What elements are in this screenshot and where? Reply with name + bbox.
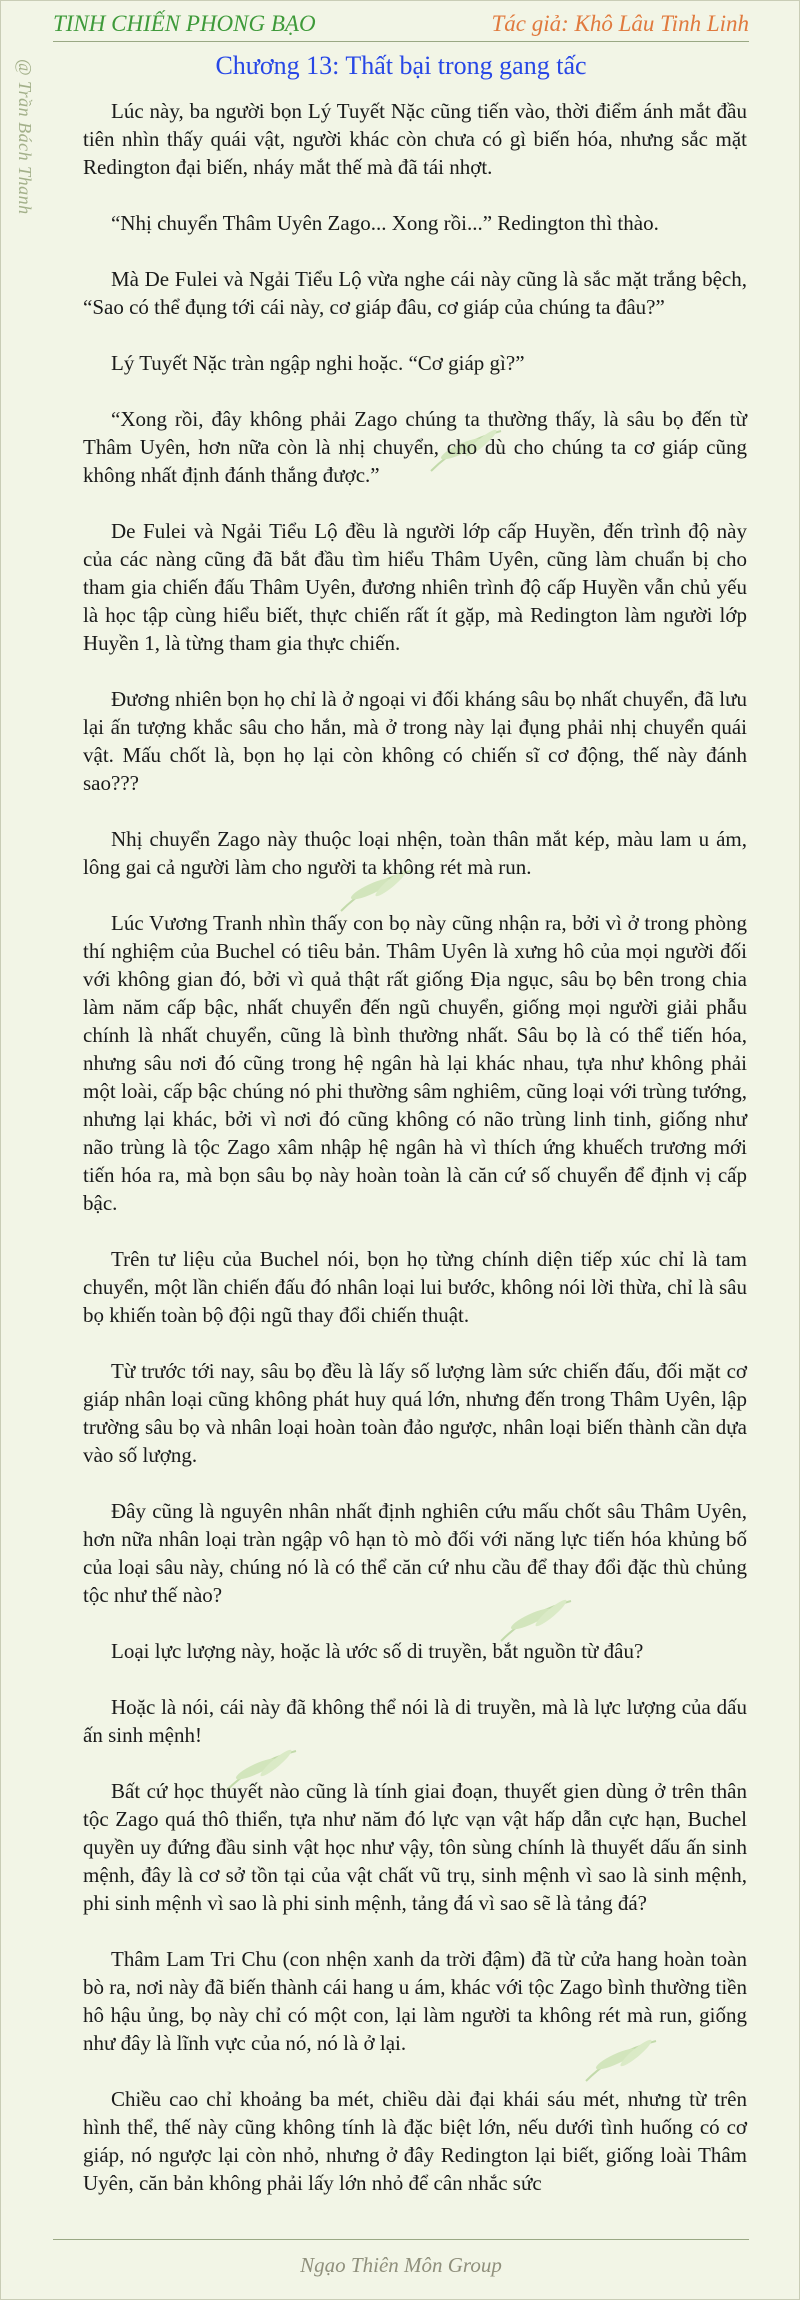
page-header <box>53 9 749 42</box>
paragraph: Lúc Vương Tranh nhìn thấy con bọ này cũng nhận ra, bởi vì ở trong phòng thí nghiệm của Buchel có tiêu bản. Thâm Uyên là xưng hô của mọi người đối với không gian đó, bởi vì quả thật rất giống Địa ngục, sâu bọ bên trong chia làm năm cấp bậc, nhất chuyển đến ngũ chuyển, giống mọi người giải phẫu chính là nhất chuyển, cũng là bình thường nhất. Sâu bọ là có thể tiến hóa, nhưng sâu nơi đó cũng trong hệ ngân hà lại khác nhau, tựa như không phải một loài, cấp bậc chúng nó phi thường sâm nghiêm, cũng loại với trùng tướng, nhưng lại khác, bởi vì nơi đó cũng không có não trùng linh tinh, giống như não trùng là tộc Zago xâm nhập hệ ngân hà vì thích ứng khuếch trương mới tiến hóa ra, mà bọn sâu bọ này hoàn toàn là căn cứ số chuyển để định vị cấp bậc. <box>83 911 747 1215</box>
chapter-body <box>83 97 747 2225</box>
paragraph: Hoặc là nói, cái này đã không thể nói là di truyền, mà là lực lượng của dấu ấn sinh mệnh! <box>83 1695 747 1747</box>
paragraph: De Fulei và Ngải Tiểu Lộ đều là người lớp cấp Huyền, đến trình độ này của các nàng cũng đã bắt đầu tìm hiểu Thâm Uyên, cũng làm chuẩn bị cho tham gia chiến đấu Thâm Uyên, đương nhiên trình độ cấp Huyền vẫn chủ yếu là học tập cùng hiểu biết, thực chiến rất ít gặp, mà Redington làm người lớp Huyền 1, là từng tham gia thực chiến. <box>83 519 747 655</box>
paragraph: Từ trước tới nay, sâu bọ đều là lấy số lượng làm sức chiến đấu, đối mặt cơ giáp nhân loại cũng không phát huy quá lớn, nhưng đến trong Thâm Uyên, lập trường sâu bọ và nhân loại hoàn toàn đảo ngược, nhân loại biến thành cần dựa vào số lượng. <box>83 1359 747 1467</box>
paragraph: Thâm Lam Tri Chu (con nhện xanh da trời đậm) đã từ cửa hang hoàn toàn bò ra, nơi này đã biến thành cái hang u ám, khác với tộc Zago bình thường tiền hô hậu ủng, bọ này chỉ có một con, lại làm người ta không rét mà run, giống như đây là lĩnh vực của nó, nó là ở lại. <box>83 1947 747 2055</box>
paragraph: “Nhị chuyển Thâm Uyên Zago... Xong rồi...” Redington thì thào. <box>111 211 659 235</box>
paragraph: Bất cứ học thuyết nào cũng là tính giai đoạn, thuyết gien dùng ở trên thân tộc Zago quá thô thiển, tựa như năm đó lực vạn vật hấp dẫn cực hạn, Buchel quyền uy đứng đầu sinh vật học như vậy, tôn sùng chính là thuyết dấu ấn sinh mệnh, đây là cơ sở tồn tại của vật chất vũ trụ, sinh mệnh vì sao là sinh mệnh, phi sinh mệnh vì sao là phi sinh mệnh, tảng đá vì sao sẽ là tảng đá? <box>83 1779 747 1915</box>
side-credit: @ Trần Bách Thanh <box>15 59 35 215</box>
footer-credit: Ngạo Thiên Môn Group <box>300 2253 502 2277</box>
paragraph: Lý Tuyết Nặc tràn ngập nghi hoặc. “Cơ giáp gì?” <box>111 351 525 375</box>
paragraph: Mà De Fulei và Ngải Tiểu Lộ vừa nghe cái này cũng là sắc mặt trắng bệch, “Sao có thể đụng tới cái này, cơ giáp đâu, cơ giáp của chúng ta đâu?” <box>83 267 747 319</box>
paragraph: Trên tư liệu của Buchel nói, bọn họ từng chính diện tiếp xúc chỉ là tam chuyển, một lần chiến đấu đó nhân loại lui bước, không nói lời thừa, chỉ là sâu bọ khiến toàn bộ đội ngũ thay đổi chiến thuật. <box>83 1247 747 1327</box>
paragraph: Chiều cao chỉ khoảng ba mét, chiều dài đại khái sáu mét, nhưng từ trên hình thể, thế này cũng không tính là đặc biệt lớn, nếu dưới tình huống có cơ giáp, nó ngược lại còn nhỏ, nhưng ở đây Redington lại biết, giống loài Thâm Uyên, căn bản không phải lấy lớn nhỏ để cân nhắc sức <box>83 2087 747 2195</box>
footer-divider <box>53 2239 749 2240</box>
paragraph: Đương nhiên bọn họ chỉ là ở ngoại vi đối kháng sâu bọ nhất chuyển, đã lưu lại ấn tượng khắc sâu cho hắn, mà ở trong này lại đụng phải nhị chuyển quái vật. Mấu chốt là, bọn họ lại còn không có chiến sĩ cơ động, thế này đánh sao??? <box>83 687 747 795</box>
book-title: TINH CHIẾN PHONG BẠO <box>53 11 316 36</box>
paragraph: “Xong rồi, đây không phải Zago chúng ta thường thấy, là sâu bọ đến từ Thâm Uyên, hơn nữa còn là nhị chuyển, cho dù cho chúng ta cơ giáp cũng không nhất định đánh thắng được.” <box>83 407 747 487</box>
paragraph: Loại lực lượng này, hoặc là ước số di truyền, bắt nguồn từ đâu? <box>111 1639 644 1663</box>
paragraph: Đây cũng là nguyên nhân nhất định nghiên cứu mấu chốt sâu Thâm Uyên, hơn nữa nhân loại tràn ngập vô hạn tò mò đối với năng lực tiến hóa khủng bố của loại sâu này, chúng nó là có thể căn cứ nhu cầu để thay đổi đặc thù chủng tộc như thế nào? <box>83 1499 747 1607</box>
chapter-title: Chương 13: Thất bại trong gang tấc <box>215 51 587 80</box>
paragraph: Lúc này, ba người bọn Lý Tuyết Nặc cũng tiến vào, thời điểm ánh mắt đầu tiên nhìn thấy quái vật, người khác còn chưa có gì biến hóa, nhưng sắc mặt Redington đại biến, nháy mắt thế mà đã tái nhợt. <box>83 99 747 179</box>
author-credit: Tác giả: Khô Lâu Tinh Linh <box>491 11 749 36</box>
paragraph: Nhị chuyển Zago này thuộc loại nhện, toàn thân mắt kép, màu lam u ám, lông gai cả người làm cho người ta không rét mà run. <box>83 827 747 879</box>
